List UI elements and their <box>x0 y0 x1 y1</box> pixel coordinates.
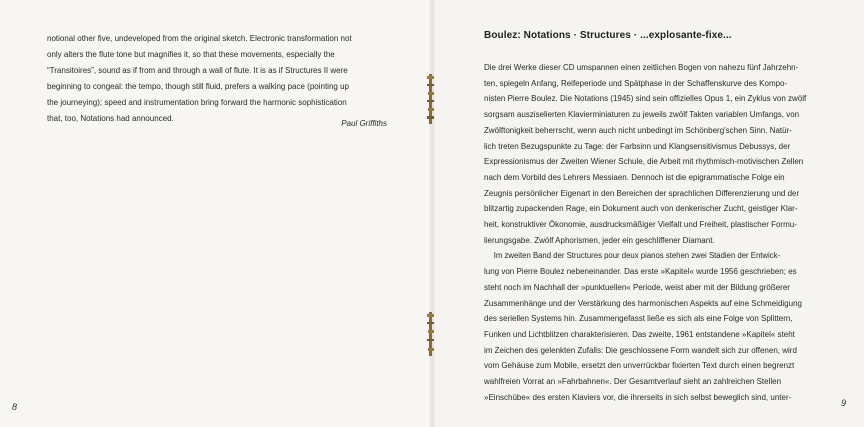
right-text-line: nisten Pierre Boulez. Die Notations (1945) sind sein offizielles Opus 1, ein Zyklus von zwölf <box>484 94 807 104</box>
right-page-text <box>484 60 820 405</box>
right-text-line: Zwölftonigkeit beherrscht, wenn auch nicht unbedingt im Schönberg'schen Sinn. Natür- <box>484 125 792 135</box>
right-text-line: lierungsgabe. Zwölf Aphorismen, jeder ein geschliffener Diamant. <box>484 235 715 245</box>
left-text-line: that, too, Notations had announced. <box>47 114 174 123</box>
left-page-text <box>47 31 387 127</box>
right-text-line: blitzartig zupackenden Rage, ein Dokument auch von denkerischer Zucht, geistiger Klar- <box>484 204 798 214</box>
page-number-left: 8 <box>12 402 18 412</box>
right-text-line: Funken und Lichtblitzen charakterisieren. Das zweite, 1961 entstandene »Kapitel« steht <box>484 329 795 339</box>
right-text-line: Expressionismus der Zweiten Wiener Schule, die Arbeit mit rhythmisch-motivischen Zellen <box>484 157 804 167</box>
left-text-line: only alters the flute tone but magnifies it, so that these movements, especially the <box>47 50 335 59</box>
left-text-line: beginning to congeal: the tempo, though still fluid, prefers a walking pace (pointing up <box>47 82 349 91</box>
right-text-line: im Zeichen des gelenkten Zufalls: Die geschlossene Form wandelt sich zur offenen, wird <box>484 345 797 355</box>
right-text-line: Im zweiten Band der Structures pour deux pianos stehen zwei Stadien der Entwick- <box>493 251 781 261</box>
right-text-line: wahlfreien Vorrat an »Fahrbahnen«. Der Gesamtverlauf sieht an zahlreichen Stellen <box>484 377 782 387</box>
right-text-line: heit, konstruktiver Ökonomie, ausdrucksmäßiger Vielfalt und Freiheit, plastischer Formu- <box>484 220 797 230</box>
staple-top-icon <box>426 74 435 124</box>
right-text-line: sorgsam ausziselierten Klavierminiaturen zu jeweils zwölf Takten variablen Umfangs, von <box>484 110 800 120</box>
right-text-line: nach dem Vorbild des Lehrers Messiaen. Dennoch ist die epigrammatische Folge ein <box>484 172 785 182</box>
staple-bottom-icon <box>426 312 435 356</box>
book-gutter <box>429 0 435 427</box>
right-text-line: Die drei Werke dieser CD umspannen einen zeitlichen Bogen von nahezu fünf Jahrzehn- <box>484 63 799 72</box>
right-text-line: des seriellen Systems hin. Zusammengefasst ließe es sich als eine Folge von Splittern, <box>484 314 793 324</box>
right-text-line: »Einschübe« des ersten Klaviers vor, die ihrerseits in sich selbst beweglich sind, unter- <box>484 392 792 402</box>
author-credit: Paul Griffiths <box>341 119 387 128</box>
right-text-line: ten, spiegeln Anfang, Reifeperiode und Spätphase in der Schaffenskurve des Kompo- <box>484 78 788 88</box>
left-text-line: “Transitoires”, sound as if from and through a wall of flute. It is as if Structures II were <box>47 66 348 75</box>
right-text-line: Zeugnis persönlicher Eigenart in den Bereichen der sprachlichen Differenzierung und der <box>484 188 800 198</box>
right-text-line: vom Gehäuse zum Mobile, ersetzt den unverrückbar fixierten Text durch einen begrenzt <box>484 361 795 371</box>
right-text-line: steht noch im Nachhall der »punktuellen« Periode, weist aber mit der Bildung größerer <box>484 282 790 292</box>
right-text-line: lung von Pierre Boulez nebeneinander. Das erste »Kapitel« wurde 1956 geschrieben; es <box>484 267 797 277</box>
right-text-line: lich treten Bezugspunkte zu Tage: der Farbsinn und Klangsensitivismus Debussys, der <box>484 141 791 151</box>
left-text-line: the journeying); speed and instrumentation bring forward the harmonic sophistication <box>47 98 347 107</box>
page-number-right: 9 <box>840 398 846 408</box>
page-title: Boulez: Notations · Structures · ...explosante-fixe... <box>484 30 732 41</box>
left-text-line: notional other five, undeveloped from the original sketch. Electronic transformation not <box>47 34 352 43</box>
right-text-line: Zusammenhänge und der Verstärkung des harmonischen Aspekts auf eine Schmeidigung <box>484 298 802 308</box>
